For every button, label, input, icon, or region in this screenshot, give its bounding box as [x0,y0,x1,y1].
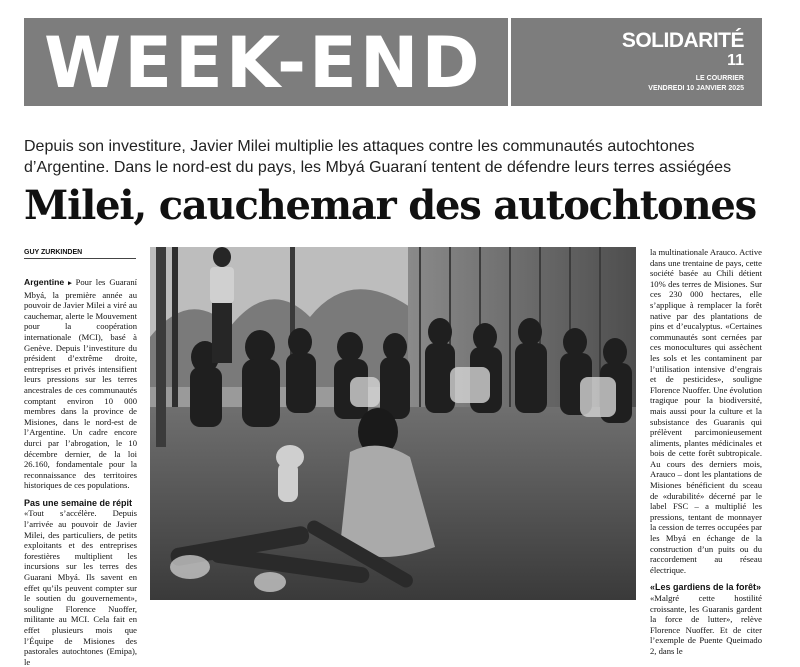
article-deck: Depuis son investiture, Javier Milei multiplie les attaques contre les communautés autochtones d’Argentine. Dans le nord-est du pays, les Mbyá Guaraní tentent de défendre leurs terres assiégées [24,138,732,176]
byline-divider [24,258,136,259]
lead-paragraph [24,277,137,491]
lead-keyword: Argentine [24,277,65,287]
paragraph: la multinationale Arauco. Active dans une trentaine de pays, cette société basée au Chili détient 10% des terres de Misiones. Sur ces 230 000 hectares, elle s’applique à remplacer la forêt native par des plantations de pins et d’eucalyptus. «Certaines communautés sont cernées par ces monocultures qui assèchent les sols et les contaminent par l’utilisation intensive d’engrais et de pesticides», souligne Florence Nuoffer. Une évolution tragique pour la biodiversité, mais aussi pour la culture et la subsistance des Guaranis qui prélèvent parcimonieusement aliments, plantes médicinales et bois de cette forêt subtropicale. Au cours des derniers mois, Arauco – dont les plantations de Misiones bénéficient du sceau de «durabilité» décerné par le label FSC – a multiplié les pressions, tentant de monnayer la cession de terres occupées par les Mbyá en échange de la construction d’un puits ou du raccordement au réseau électrique. [650,247,763,575]
article-photo [150,247,636,600]
article-column-right [650,247,763,656]
masthead-divider [508,18,511,106]
paragraph: «Tout s’accélère. Depuis l’arrivée au pouvoir de Javier Milei, des particuliers, de petits exploitants et des entreprises forestières multiplient les incursions sur les terres des Guarani Mbyá. Ils savent en effet qu’ils peuvent compter sur le soutien du gouvernement», souligne Florence Nuoffer, militante au MCI. Cela fait en effet plusieurs mois que l’Équipe de Misiones des pastorales autochtones (Emipa), le [24,508,137,667]
rubric-label: SOLIDARITÉ [621,29,744,52]
article-headline: Milei, cauchemar des autochtones [24,182,756,229]
arrow-icon: ▸ [68,280,72,287]
paragraph: «Malgré cette hostilité croissante, les Guaranis gardent la force de lutter», relève Florence Nuoffer. Et de citer l’exemple de Puente Queimado 2, dans le [650,593,762,656]
article-column-left [24,277,137,667]
byline: GUY ZURKINDEN [24,249,83,256]
subheading: «Les gardiens de la forêt» [650,582,762,593]
subheading: Pas une semaine de répit [24,497,133,508]
paragraph-text: Pour les Guaraní Mbyá, la première année au pouvoir de Javier Milei a viré au cauchemar, alerte le Mouvement pour la coopération internationale (MCI), basé à Genève. Depuis l’investiture du président d’extrême droite, entreprises et privés intensifient leurs pressions sur les terres ancestrales de ces communautés comptant environ 10 000 membres dans la province de Misiones, dans le nord-est de l’Argentine. Un cadre encore durci par l’abrogation, le 10 décembre dernier, de la loi 26.160, fondamentale pour la reconnaissance des territoires historiques de ces populations. [24,277,137,491]
masthead-banner [24,18,762,106]
masthead-info [622,30,744,93]
page-number: 11 [727,52,744,69]
newspaper-name: LE COURRIER [695,75,744,82]
issue-date: VENDREDI 10 JANVIER 2025 [648,85,744,92]
section-title: WEEK-END [44,22,483,104]
